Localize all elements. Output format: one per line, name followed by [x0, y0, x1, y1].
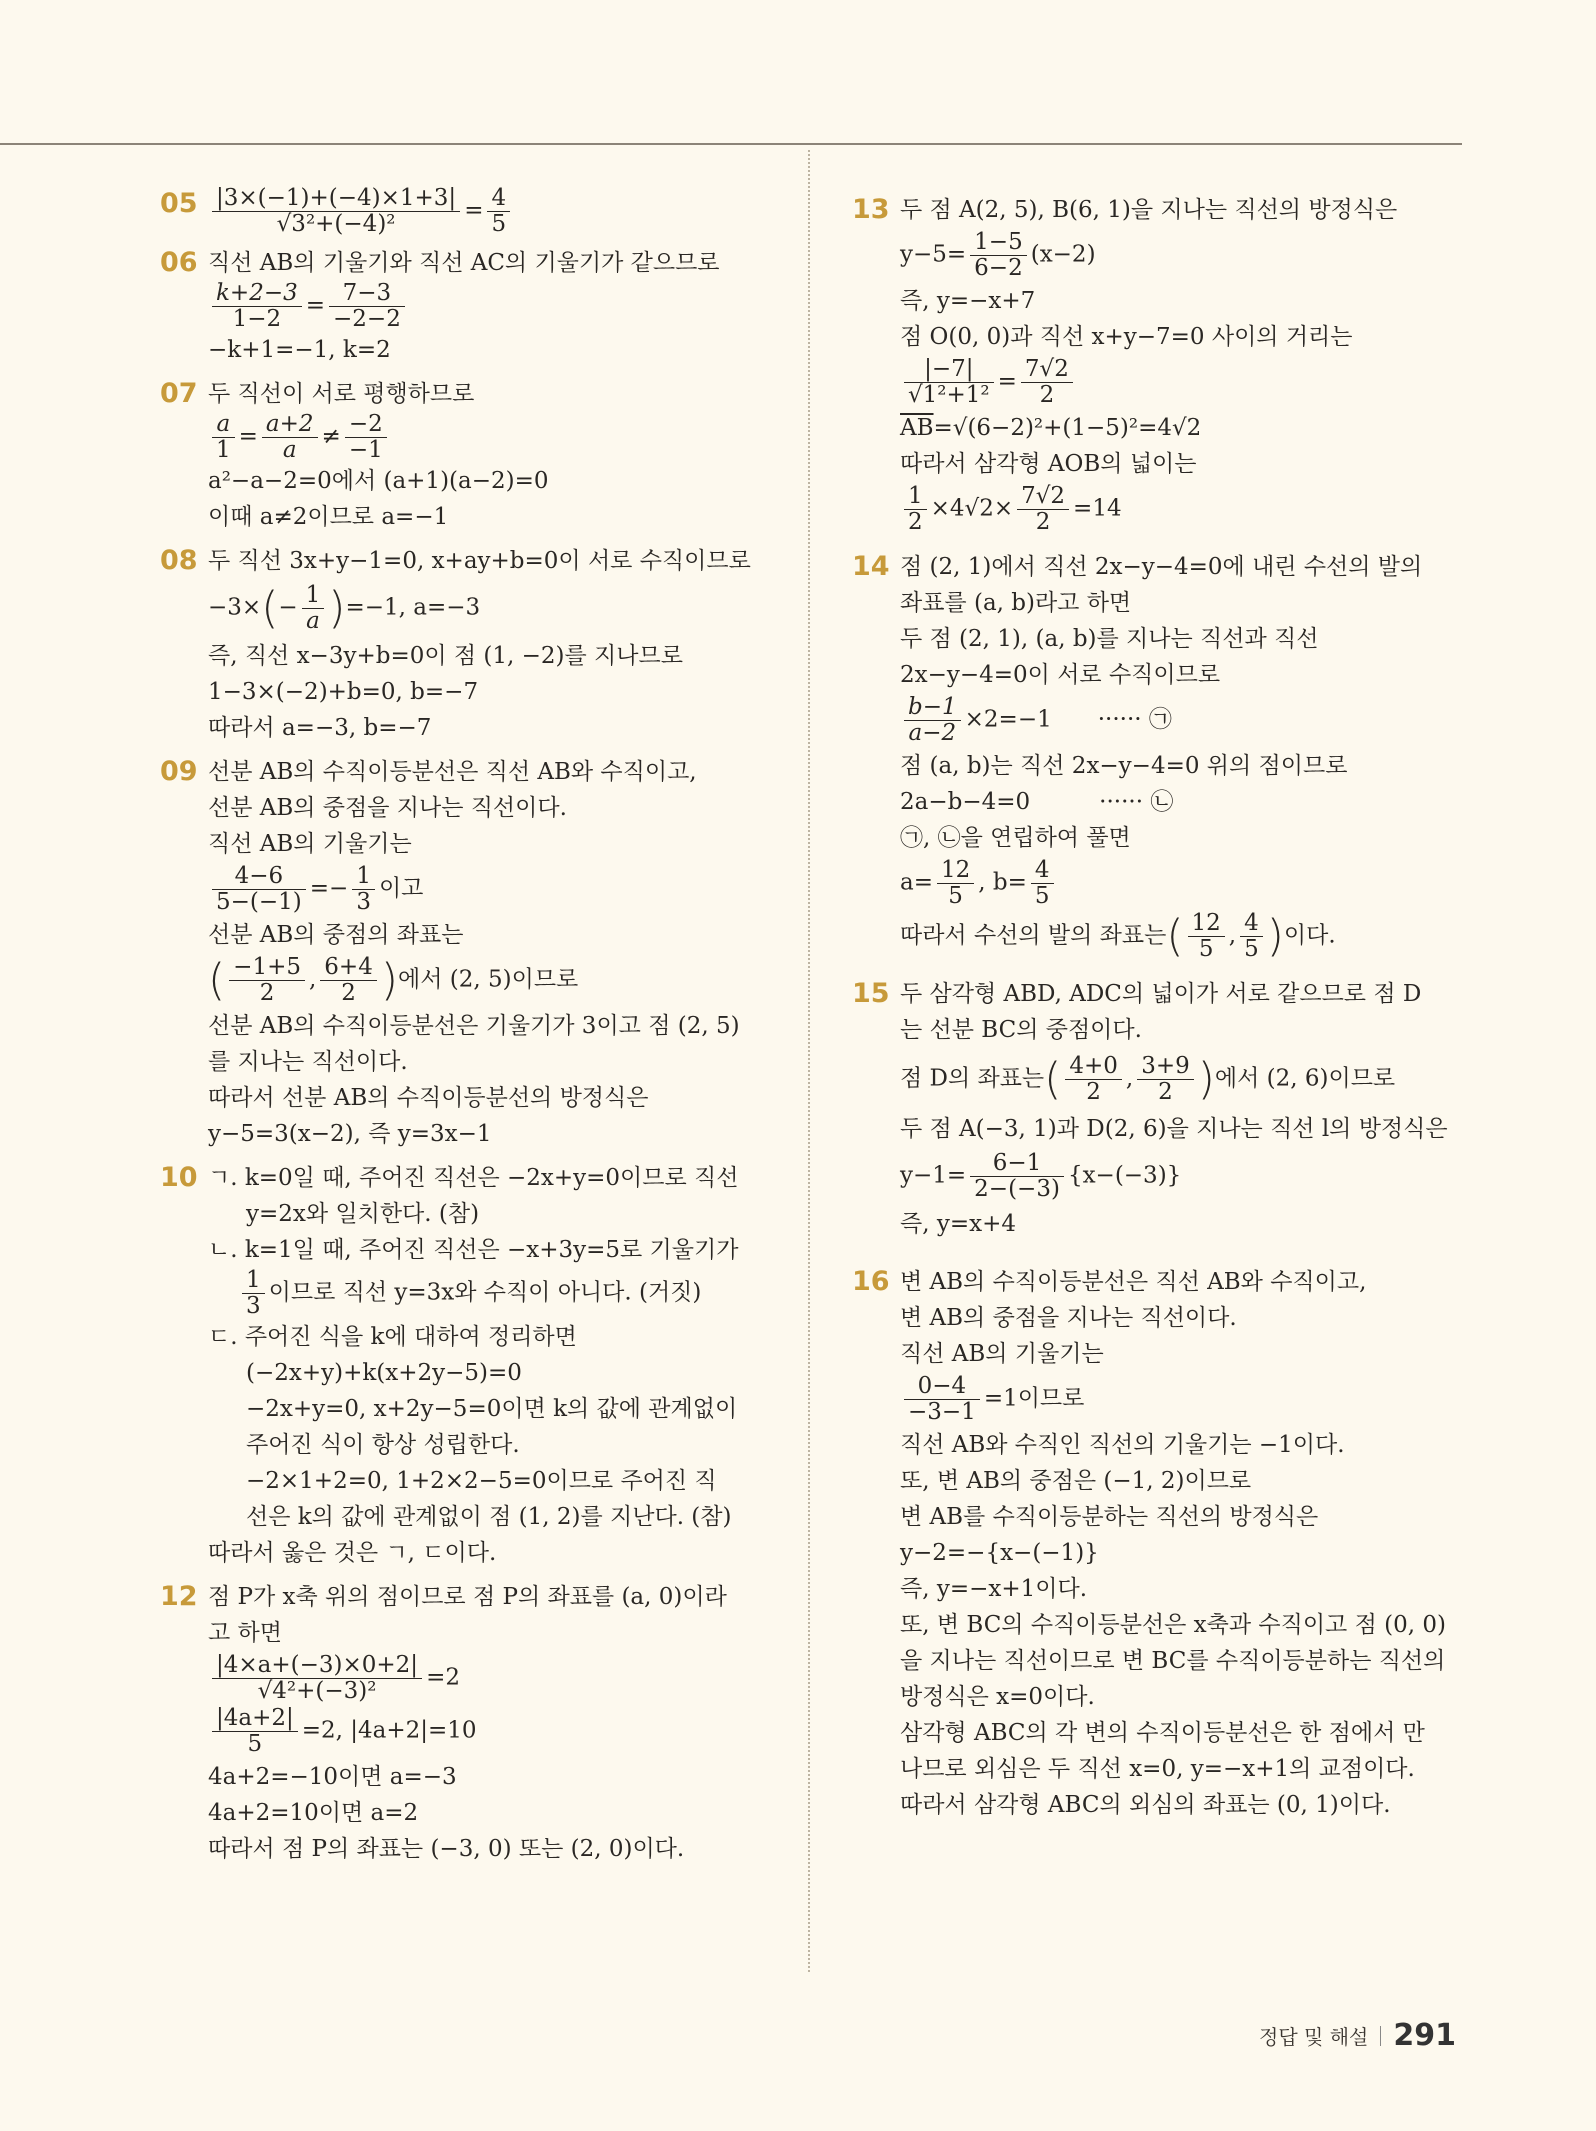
text: 이다. [1283, 922, 1336, 949]
problem-07 [160, 376, 780, 535]
solution-line [900, 357, 1462, 408]
numerator: 0−4 [904, 1374, 980, 1400]
solution-line: 점 (2, 1)에서 직선 2x−y−4=0에 내린 수선의 발의 [900, 554, 1423, 580]
solution-line [900, 858, 1462, 909]
problem-number: 13 [852, 194, 890, 225]
solution-line [900, 695, 1462, 746]
right-column [852, 192, 1462, 1831]
paren-open: ( [261, 582, 279, 634]
fraction [1017, 484, 1069, 535]
denominator: a [306, 608, 320, 634]
fraction [320, 955, 377, 1006]
fraction [302, 583, 325, 634]
fraction [1021, 357, 1073, 408]
solution-line: −2x+y=0, x+2y−5=0이면 k의 값에 관계없이 [246, 1396, 738, 1422]
text: =2, |4a+2|=10 [301, 1717, 477, 1744]
text: =14 [1073, 495, 1122, 522]
denominator: 2 [1158, 1079, 1173, 1105]
solution-line: 즉, y=x+4 [900, 1211, 1016, 1237]
solution-line: 을 지나는 직선이므로 변 BC를 수직이등분하는 직선의 [900, 1648, 1446, 1674]
numerator: 4+0 [1065, 1054, 1122, 1080]
fraction [970, 230, 1027, 281]
solution-line: 두 점 A(2, 5), B(6, 1)을 지나는 직선의 방정식은 [900, 197, 1398, 223]
problem-number: 14 [852, 551, 890, 582]
text: 에서 (2, 5)이므로 [398, 966, 579, 993]
problem-number: 05 [160, 188, 198, 219]
solution-line: 선은 k의 값에 관계없이 점 (1, 2)를 지난다. (참) [246, 1504, 732, 1530]
text: =1이므로 [983, 1385, 1085, 1412]
denominator: 5−(−1) [216, 889, 302, 915]
numerator: −2 [345, 412, 387, 438]
solution-line [900, 1374, 1462, 1425]
fraction [212, 1653, 422, 1704]
solution-line: 변 AB의 수직이등분선은 직선 AB와 수직이고, [900, 1269, 1367, 1295]
segment-ab: $\overline{AB}$ [900, 415, 934, 441]
solution-line: 나므로 외심은 두 직선 x=0, y=−x+1의 교점이다. [900, 1756, 1415, 1782]
text: ×4√2× [930, 495, 1014, 522]
numerator: b−1 [904, 695, 961, 721]
fraction [970, 1151, 1064, 1202]
problem-09 [160, 754, 780, 1152]
solution-line: 4a+2=10이면 a=2 [208, 1800, 419, 1826]
solution-line [900, 1151, 1462, 1202]
fraction [242, 1268, 265, 1319]
solution-line [208, 1268, 780, 1319]
numerator: 1 [352, 864, 375, 890]
solution-line: ㉠, ㉡을 연립하여 풀면 [900, 825, 1131, 851]
text: , b= [978, 869, 1027, 896]
solution-line: 점 O(0, 0)과 직선 x+y−7=0 사이의 거리는 [900, 324, 1353, 350]
numerator: |−7| [904, 357, 994, 383]
equals: = [997, 368, 1017, 395]
fraction [229, 955, 305, 1006]
solution-line [900, 230, 1462, 281]
solution-line: −k+1=−1, k=2 [208, 337, 391, 363]
solution-line: 따라서 선분 AB의 수직이등분선의 방정식은 [208, 1085, 649, 1111]
minus: − [278, 594, 298, 621]
fraction [904, 357, 994, 408]
solution-line: 2a−b−4=0 ······ ㉡ [900, 789, 1174, 815]
text: y−1= [900, 1162, 967, 1189]
text: 이므로 직선 y=3x와 수직이 아니다. (거짓) [268, 1279, 702, 1306]
denominator: a−2 [908, 720, 957, 746]
solution-line [900, 1054, 1462, 1105]
problem-05 [160, 186, 780, 237]
solution-line: 변 AB를 수직이등분하는 직선의 방정식은 [900, 1504, 1319, 1530]
solution-line [208, 186, 780, 237]
fraction [212, 281, 302, 332]
numerator: |3×(−1)+(−4)×1+3| [212, 186, 460, 212]
comma: , [1228, 922, 1237, 949]
solution-line [900, 911, 1462, 962]
left-column [160, 185, 780, 1875]
denominator: 2−(−3) [974, 1176, 1060, 1202]
solution-line: −2×1+2=0, 1+2×2−5=0이므로 주어진 직 [246, 1468, 717, 1494]
numerator: 6−1 [970, 1151, 1064, 1177]
numerator: |4a+2| [212, 1706, 298, 1732]
text: {x−(−3)} [1067, 1162, 1182, 1189]
fraction [1031, 858, 1054, 909]
solution-line [208, 864, 780, 915]
solution-line: 주어진 식이 항상 성립한다. [246, 1432, 520, 1458]
solution-line: 고 하면 [208, 1620, 282, 1646]
footer-divider [1380, 2026, 1381, 2046]
solution-line: 는 선분 BC의 중점이다. [900, 1017, 1142, 1043]
denominator: √4²+(−3)² [257, 1678, 377, 1704]
numerator: k+2−3 [212, 281, 302, 307]
top-rule [0, 143, 1462, 145]
solution-line: 즉, y=−x+7 [900, 288, 1036, 314]
text: =√(6−2)²+(1−5)²=4√2 [933, 415, 1202, 441]
fraction [212, 186, 460, 237]
solution-line: 를 지나는 직선이다. [208, 1049, 408, 1075]
solution-line: 선분 AB의 중점의 좌표는 [208, 922, 464, 948]
fraction [352, 864, 375, 915]
comma: , [1125, 1065, 1134, 1092]
solution-line: 또, 변 BC의 수직이등분선은 x축과 수직이고 점 (0, 0) [900, 1612, 1446, 1638]
numerator: 6+4 [320, 955, 377, 981]
fraction [212, 864, 306, 915]
text: ×2=−1 ······ ㉠ [964, 706, 1172, 733]
problem-number: 16 [852, 1266, 890, 1297]
solution-line: 선분 AB의 수직이등분선은 직선 AB와 수직이고, [208, 759, 697, 785]
fraction [1137, 1054, 1194, 1105]
solution-line [208, 1653, 780, 1704]
numerator: 4 [487, 186, 510, 212]
solution-line: 즉, y=−x+1이다. [900, 1576, 1087, 1602]
solution-line: (−2x+y)+k(x+2y−5)=0 [246, 1360, 522, 1386]
numerator: |4×a+(−3)×0+2| [212, 1653, 422, 1679]
fraction [904, 695, 961, 746]
solution-line: 두 삼각형 ABD, ADC의 넓이가 서로 같으므로 점 D [900, 981, 1422, 1007]
fraction [345, 412, 387, 463]
problem-08 [160, 543, 780, 746]
denominator: 2 [1086, 1079, 1101, 1105]
paren-close: ) [380, 954, 399, 1006]
fraction [904, 484, 927, 535]
solution-line: y−2=−{x−(−1)} [900, 1540, 1099, 1566]
solution-line: y−5=3(x−2), 즉 y=3x−1 [208, 1121, 492, 1147]
page-footer [1259, 2018, 1456, 2053]
numerator: 1 [302, 583, 325, 609]
solution-line: 4a+2=−10이면 a=−3 [208, 1764, 457, 1790]
problem-06 [160, 245, 780, 368]
solution-line [900, 484, 1462, 535]
denominator: 1−2 [232, 306, 282, 332]
text: 점 D의 좌표는 [900, 1065, 1045, 1092]
comma: , [308, 966, 317, 993]
solution-line: 좌표를 (a, b)라고 하면 [900, 590, 1132, 616]
text: −3× [208, 594, 262, 621]
solution-line: 직선 AB와 수직인 직선의 기울기는 −1이다. [900, 1432, 1345, 1458]
problem-number: 12 [160, 1581, 198, 1612]
solution-line: 점 P가 x축 위의 점이므로 점 P의 좌표를 (a, 0)이라 [208, 1584, 727, 1610]
solution-line [208, 955, 780, 1006]
solution-line [208, 281, 780, 332]
numerator: 3+9 [1137, 1054, 1194, 1080]
denominator: 5 [247, 1731, 263, 1757]
solution-line: 따라서 점 P의 좌표는 (−3, 0) 또는 (2, 0)이다. [208, 1836, 685, 1862]
equals: = [238, 423, 258, 450]
solution-line: ㄴ. k=1일 때, 주어진 직선은 −x+3y=5로 기울기가 [208, 1237, 739, 1263]
denominator: 3 [356, 889, 371, 915]
denominator: 2 [341, 980, 356, 1006]
numerator: 7−3 [329, 281, 405, 307]
denominator: 5 [948, 883, 963, 909]
problem-number: 07 [160, 378, 198, 409]
solution-line: y=2x와 일치한다. (참) [246, 1201, 480, 1227]
column-divider [808, 150, 810, 1972]
denominator: −2−2 [333, 306, 401, 332]
fraction [904, 1374, 980, 1425]
solution-line: 두 점 (2, 1), (a, b)를 지나는 직선과 직선 [900, 626, 1319, 652]
solution-line: 변 AB의 중점을 지나는 직선이다. [900, 1305, 1237, 1331]
problem-number: 08 [160, 545, 198, 576]
solution-line: 따라서 삼각형 AOB의 넓이는 [900, 451, 1197, 477]
problem-number: 06 [160, 247, 198, 278]
paren-close: ) [328, 582, 346, 634]
solution-line: 즉, 직선 x−3y+b=0이 점 (1, −2)를 지나므로 [208, 643, 683, 669]
solution-line: 또, 변 AB의 중점은 (−1, 2)이므로 [900, 1468, 1252, 1494]
problem-14 [852, 549, 1462, 962]
solution-line: 따라서 옳은 것은 ㄱ, ㄷ이다. [208, 1540, 497, 1566]
numerator: 4 [1240, 911, 1263, 937]
fraction [1240, 911, 1263, 962]
denominator: 2 [259, 980, 275, 1006]
not-equal: ≠ [321, 423, 341, 450]
page-number: 291 [1393, 2018, 1456, 2053]
denominator: 5 [491, 211, 507, 237]
solution-line: ㄱ. k=0일 때, 주어진 직선은 −2x+y=0이므로 직선 [208, 1165, 739, 1191]
paren-close: ) [1197, 1053, 1215, 1105]
denominator: 5 [1034, 883, 1050, 909]
text: y−5= [900, 241, 967, 268]
equals: = [464, 197, 484, 224]
solution-line: 두 직선이 서로 평행하므로 [208, 381, 475, 407]
denominator: −1 [348, 437, 383, 463]
text: =2 [426, 1664, 460, 1691]
solution-line: 삼각형 ABC의 각 변의 수직이등분선은 한 점에서 만 [900, 1720, 1425, 1746]
solution-line: 직선 AB의 기울기는 [208, 831, 412, 857]
solution-line: ㄷ. 주어진 식을 k에 대하여 정리하면 [208, 1324, 577, 1350]
fraction [329, 281, 405, 332]
numerator: 7√2 [1021, 357, 1073, 383]
fraction [487, 186, 510, 237]
problem-13 [852, 192, 1462, 535]
problem-16 [852, 1264, 1462, 1823]
solution-line: 이때 a≠2이므로 a=−1 [208, 504, 449, 530]
numerator: 1 [904, 484, 927, 510]
denominator: 3 [246, 1293, 261, 1319]
paren-open: ( [208, 954, 226, 1006]
solution-line: 방정식은 x=0이다. [900, 1684, 1095, 1710]
problem-number: 09 [160, 756, 198, 787]
text: 따라서 수선의 발의 좌표는 [900, 922, 1167, 949]
fraction [262, 412, 318, 463]
denominator: 2 [908, 509, 923, 535]
solution-line: 두 점 A(−3, 1)과 D(2, 6)을 지나는 직선 l의 방정식은 [900, 1116, 1448, 1142]
denominator: 1 [216, 437, 231, 463]
paren-close: ) [1266, 910, 1284, 962]
problem-12 [160, 1579, 780, 1867]
solution-line: 따라서 a=−3, b=−7 [208, 715, 432, 741]
footer-label: 정답 및 해설 [1259, 2025, 1369, 2049]
text: 에서 (2, 6)이므로 [1214, 1065, 1396, 1092]
text: 이고 [378, 875, 424, 902]
problem-10 [160, 1160, 780, 1571]
paren-open: ( [1166, 910, 1184, 962]
text: =−1, a=−3 [345, 594, 481, 621]
solution-line: a²−a−2=0에서 (a+1)(a−2)=0 [208, 468, 549, 494]
solution-line: 직선 AB의 기울기는 [900, 1341, 1104, 1367]
solution-line: 직선 AB의 기울기와 직선 AC의 기울기가 같으므로 [208, 250, 720, 276]
solution-line: 따라서 삼각형 ABC의 외심의 좌표는 (0, 1)이다. [900, 1792, 1391, 1818]
solution-line: 점 (a, b)는 직선 2x−y−4=0 위의 점이므로 [900, 753, 1348, 779]
text: =− [309, 875, 349, 902]
solution-line: 2x−y−4=0이 서로 수직이므로 [900, 662, 1221, 688]
solution-line [208, 1706, 780, 1757]
fraction [1065, 1054, 1122, 1105]
denominator: −3−1 [908, 1399, 976, 1425]
paren-open: ( [1044, 1053, 1062, 1105]
fraction [1188, 911, 1225, 962]
numerator: 12 [937, 858, 974, 884]
denominator: 2 [1035, 509, 1051, 535]
denominator: √1²+1² [908, 382, 990, 408]
solution-line: 선분 AB의 수직이등분선은 기울기가 3이고 점 (2, 5) [208, 1013, 740, 1039]
solution-line: 두 직선 3x+y−1=0, x+ay+b=0이 서로 수직이므로 [208, 548, 751, 574]
numerator: a+2 [262, 412, 318, 438]
fraction [212, 412, 235, 463]
problem-number: 15 [852, 978, 890, 1009]
solution-line [208, 583, 780, 634]
solution-line [900, 410, 1462, 446]
problem-15 [852, 976, 1462, 1242]
solution-line: 선분 AB의 중점을 지나는 직선이다. [208, 795, 567, 821]
equals: = [305, 292, 326, 319]
denominator: 2 [1039, 382, 1055, 408]
numerator: 4−6 [212, 864, 306, 890]
text: a= [900, 869, 933, 896]
numerator: −1+5 [229, 955, 305, 981]
fraction [937, 858, 974, 909]
denominator: 6−2 [974, 255, 1023, 281]
denominator: √3²+(−4)² [276, 211, 396, 237]
denominator: 5 [1198, 936, 1214, 962]
solution-line: 1−3×(−2)+b=0, b=−7 [208, 679, 479, 705]
fraction [212, 1706, 298, 1757]
numerator: 1−5 [970, 230, 1027, 256]
denominator: 5 [1244, 936, 1259, 962]
numerator: 4 [1031, 858, 1054, 884]
numerator: a [212, 412, 235, 438]
solution-line [208, 412, 780, 463]
numerator: 1 [242, 1268, 265, 1294]
numerator: 12 [1188, 911, 1225, 937]
problem-number: 10 [160, 1162, 198, 1193]
text: (x−2) [1030, 241, 1096, 268]
denominator: a [282, 437, 297, 463]
numerator: 7√2 [1017, 484, 1069, 510]
